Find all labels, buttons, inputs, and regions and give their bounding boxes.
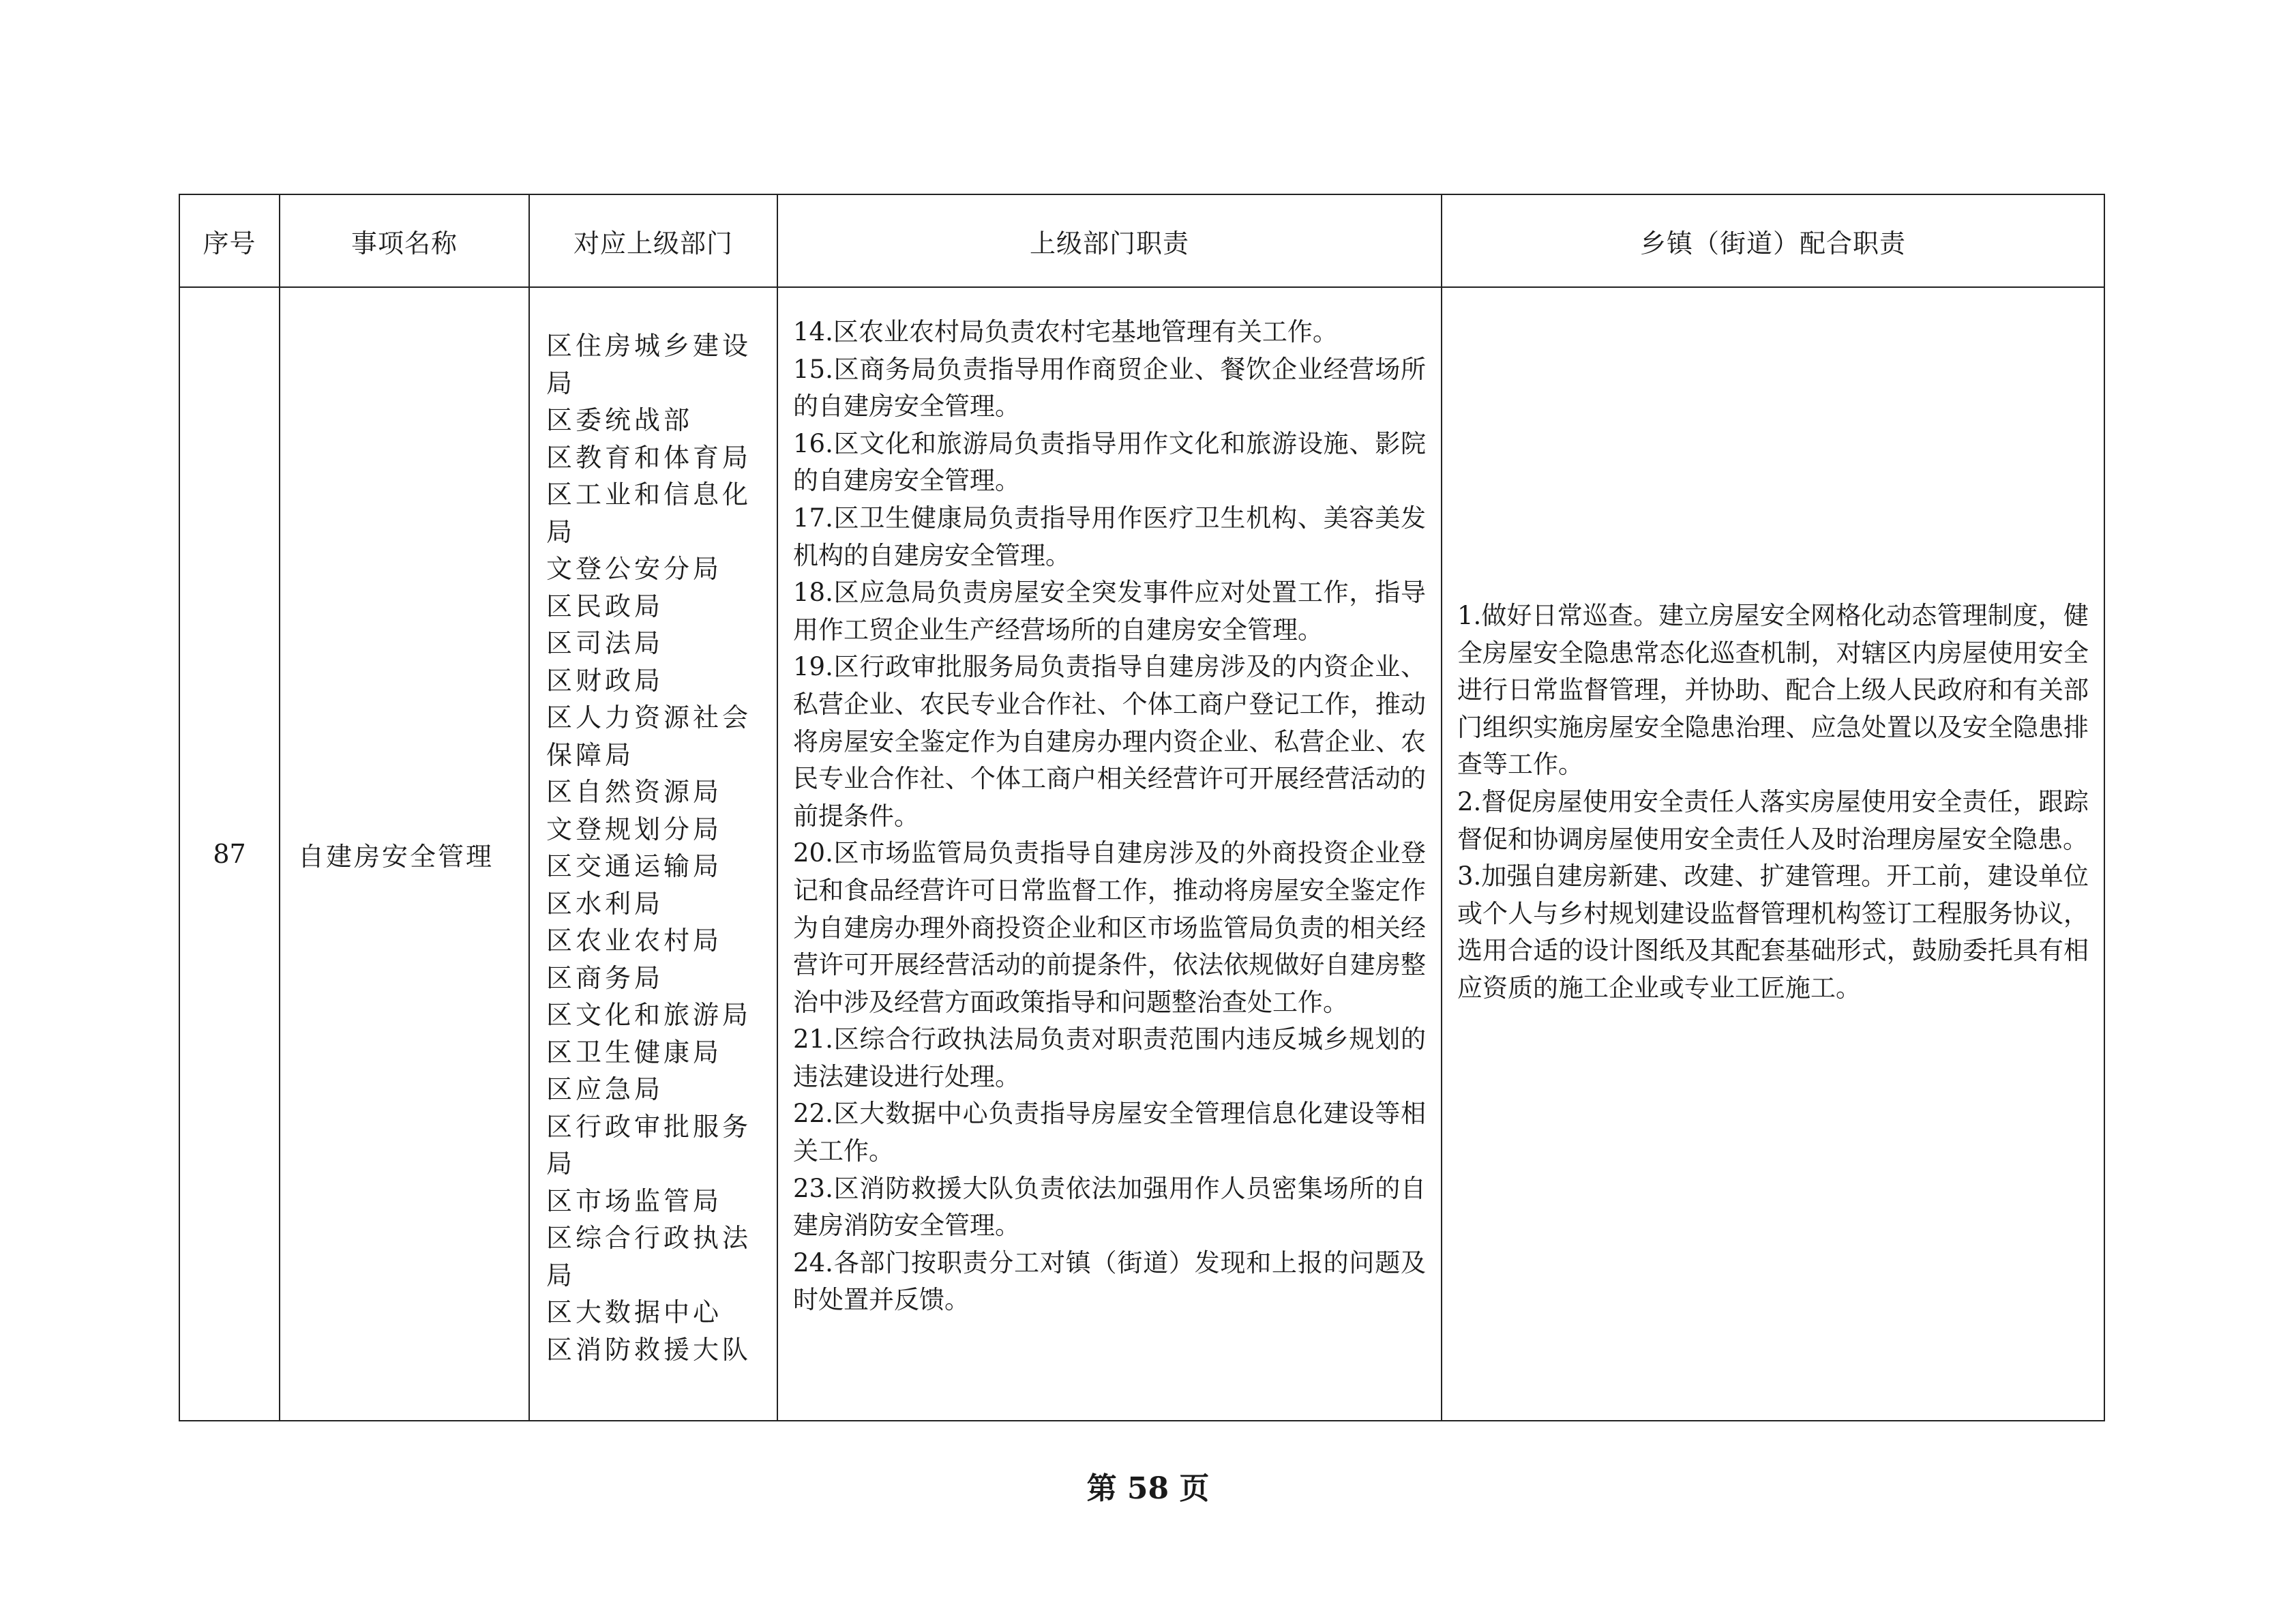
town-duty-item: 2.督促房屋使用安全责任人落实房屋使用安全责任，跟踪督促和协调房屋使用安全责任人及时治理房屋安全隐患。 <box>1457 786 2089 854</box>
header-seq: 序号 <box>179 194 280 287</box>
row-departments <box>529 287 777 1421</box>
header-departments: 对应上级部门 <box>529 194 777 287</box>
town-duty-item: 1.做好日常巡查。建立房屋安全网格化动态管理制度，健全房屋安全隐患常态化巡查机制，对辖区内房屋使用安全进行日常监督管理，并协助、配合上级人民政府和有关部门组织实施房屋安全隐患治理、应急处置以及安全隐患排查等工作。 <box>1457 601 2089 780</box>
department-line: 区市场监管局 <box>546 1185 723 1216</box>
department-line: 区委统战部 <box>546 405 694 435</box>
department-line: 区工业和信息化 <box>546 479 752 510</box>
header-item-name: 事项名称 <box>280 194 529 287</box>
header-row <box>179 194 2104 287</box>
department-line: 区商务局 <box>546 962 664 993</box>
town-duty-item: 3.加强自建房新建、改建、扩建管理。开工前，建设单位或个人与乡村规划建设监督管理机构签订工程服务协议，选用合适的设计图纸及其配套基础形式，鼓励委托具有相应资质的施工企业或专业工匠施工。 <box>1457 861 2089 1003</box>
department-line: 保障局 <box>546 739 635 770</box>
responsibility-table <box>179 194 2105 1421</box>
department-line: 局 <box>546 1149 576 1179</box>
duty-item: 24.各部门按职责分工对镇（街道）发现和上报的问题及时处置并反馈。 <box>793 1247 1426 1315</box>
duty-item: 21.区综合行政执法局负责对职责范围内违反城乡规划的违法建设进行处理。 <box>793 1024 1426 1091</box>
department-line: 区大数据中心 <box>546 1297 723 1327</box>
department-line: 区消防救援大队 <box>546 1334 752 1365</box>
row-town-duties <box>1442 287 2104 1421</box>
department-line: 区文化和旅游局 <box>546 1000 752 1030</box>
row-item-name: 自建房安全管理 <box>280 287 529 1421</box>
department-line: 区自然资源局 <box>546 777 723 807</box>
department-line: 局 <box>546 516 576 547</box>
department-line: 文登规划分局 <box>546 814 723 844</box>
department-line: 区应急局 <box>546 1074 664 1104</box>
duty-item: 22.区大数据中心负责指导房屋安全管理信息化建设等相关工作。 <box>793 1099 1426 1166</box>
department-line: 区交通运输局 <box>546 851 723 881</box>
department-line: 区住房城乡建设 <box>546 331 752 361</box>
duty-item: 19.区行政审批服务局负责指导自建房涉及的内资企业、私营企业、农民专业合作社、个体工商户登记工作，推动将房屋安全鉴定作为自建房办理内资企业、私营企业、农民专业合作社、个体工商户相关经营许可开展经营活动的前提条件。 <box>793 652 1426 831</box>
row-seq: 87 <box>179 287 280 1421</box>
duty-item: 18.区应急局负责房屋安全突发事件应对处置工作，指导用作工贸企业生产经营场所的自建房安全管理。 <box>793 578 1426 645</box>
department-line: 区财政局 <box>546 665 664 696</box>
duty-item: 14.区农业农村局负责农村宅基地管理有关工作。 <box>793 317 1338 346</box>
header-dept-duties: 上级部门职责 <box>777 194 1442 287</box>
duty-item: 15.区商务局负责指导用作商贸企业、餐饮企业经营场所的自建房安全管理。 <box>793 354 1426 422</box>
department-line: 区人力资源社会 <box>546 703 752 733</box>
duty-item: 23.区消防救援大队负责依法加强用作人员密集场所的自建房消防安全管理。 <box>793 1173 1426 1241</box>
department-line: 区农业农村局 <box>546 926 723 956</box>
department-line: 区水利局 <box>546 888 664 919</box>
department-line: 区综合行政执法 <box>546 1223 752 1253</box>
department-line: 区教育和体育局 <box>546 442 752 473</box>
department-line: 区行政审批服务 <box>546 1111 752 1142</box>
department-line: 文登公安分局 <box>546 554 723 584</box>
header-town-duties: 乡镇（街道）配合职责 <box>1442 194 2104 287</box>
department-line: 局 <box>546 1260 576 1290</box>
duty-item: 20.区市场监管局负责指导自建房涉及的外商投资企业登记和食品经营许可日常监督工作，推动将房屋安全鉴定作为自建房办理外商投资企业和区市场监管局负责的相关经营许可开展经营活动的前提条件，依法依规做好自建房整治中涉及经营方面政策指导和问题整治查处工作。 <box>793 838 1426 1017</box>
department-line: 局 <box>546 368 576 398</box>
department-line: 区司法局 <box>546 628 664 658</box>
duty-item: 17.区卫生健康局负责指导用作医疗卫生机构、美容美发机构的自建房安全管理。 <box>793 503 1426 570</box>
department-line: 区卫生健康局 <box>546 1037 723 1067</box>
table-row <box>179 287 2104 1421</box>
department-line: 区民政局 <box>546 591 664 621</box>
duty-item: 16.区文化和旅游局负责指导用作文化和旅游设施、影院的自建房安全管理。 <box>793 428 1426 496</box>
row-dept-duties <box>777 287 1442 1421</box>
page-number: 第 58 页 <box>1086 1471 1210 1506</box>
